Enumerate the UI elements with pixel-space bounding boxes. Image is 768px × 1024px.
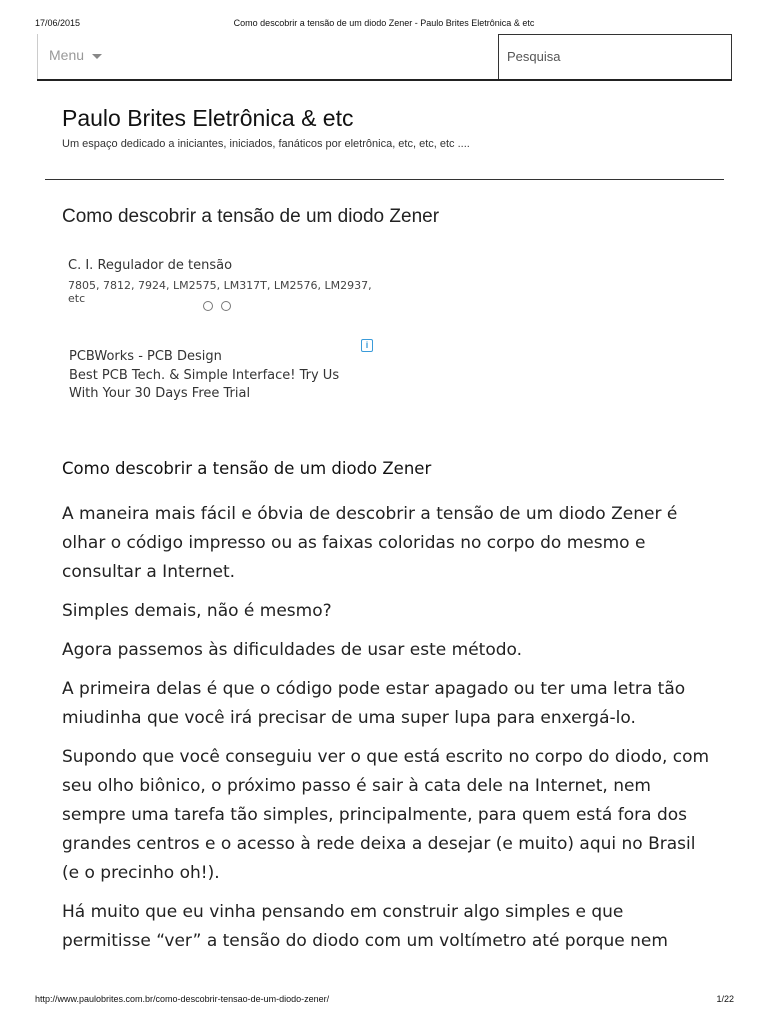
article-paragraph: Há muito que eu vinha pensando em construir algo simples e que permitisse “ver” a tensão do diodo com um voltímetro até porque nem: [62, 902, 668, 951]
menu-label: Menu: [49, 47, 85, 63]
article-body: [62, 459, 712, 966]
article-paragraph: Agora passemos às dificuldades de usar este método.: [62, 640, 523, 660]
menu-dropdown[interactable]: [37, 34, 498, 79]
search-placeholder: Pesquisa: [507, 49, 561, 64]
print-header: [0, 18, 768, 32]
ad-carousel-dots: [203, 298, 239, 316]
print-footer: [0, 994, 768, 1008]
ad-unit-pcbworks[interactable]: [69, 349, 359, 403]
ad-choice-info-icon[interactable]: i: [361, 339, 373, 352]
article-heading: Como descobrir a tensão de um diodo Zener: [62, 459, 432, 478]
header-divider: [45, 179, 724, 180]
site-description: Um espaço dedicado a iniciantes, iniciados, fanáticos por eletrônica, etc, etc, etc ....: [62, 138, 470, 150]
caret-down-icon: [92, 54, 102, 59]
print-page-title: Como descobrir a tensão de um diodo Zener - Paulo Brites Eletrônica & etc: [233, 18, 535, 28]
article-paragraph: Simples demais, não é mesmo?: [62, 601, 332, 621]
ad-text: 7805, 7812, 7924, LM2575, LM317T, LM2576, LM2937, etc: [68, 279, 372, 305]
post-title: Como descobrir a tensão de um diodo Zener: [62, 206, 440, 227]
carousel-dot[interactable]: [203, 301, 213, 311]
article-paragraph: A maneira mais fácil e óbvia de descobrir a tensão de um diodo Zener é olhar o código impresso ou as faixas coloridas no corpo do mesmo e consultar a Internet.: [62, 504, 678, 582]
top-navigation-bar: [37, 34, 732, 81]
ad-unit-regulator[interactable]: [68, 258, 378, 318]
print-url: http://www.paulobrites.com.br/como-descobrir-tensao-de-um-diodo-zener/: [35, 994, 330, 1004]
carousel-dot[interactable]: [221, 301, 231, 311]
article-paragraph: Supondo que você conseguiu ver o que está escrito no corpo do diodo, com seu olho biônico, o próximo passo é sair à cata dele na Internet, nem sempre uma tarefa tão simples, principalmente, para quem está fora dos grandes centros e o acesso à rede deixa a desejar (e muito) aqui no Brasil (e o precinho oh!).: [62, 747, 710, 883]
ad-headline[interactable]: PCBWorks - PCB Design: [69, 349, 222, 364]
ad-text: Best PCB Tech. & Simple Interface! Try Us With Your 30 Days Free Trial: [69, 368, 340, 401]
search-input[interactable]: [498, 34, 732, 79]
site-title[interactable]: Paulo Brites Eletrônica & etc: [62, 105, 354, 131]
print-date: 17/06/2015: [35, 18, 81, 28]
article-paragraph: A primeira delas é que o código pode estar apagado ou ter uma letra tão miudinha que você irá precisar de uma super lupa para enxergá-lo.: [62, 679, 686, 728]
ad-headline[interactable]: C. I. Regulador de tensão: [68, 258, 233, 273]
print-page-number: 1/22: [716, 994, 734, 1004]
